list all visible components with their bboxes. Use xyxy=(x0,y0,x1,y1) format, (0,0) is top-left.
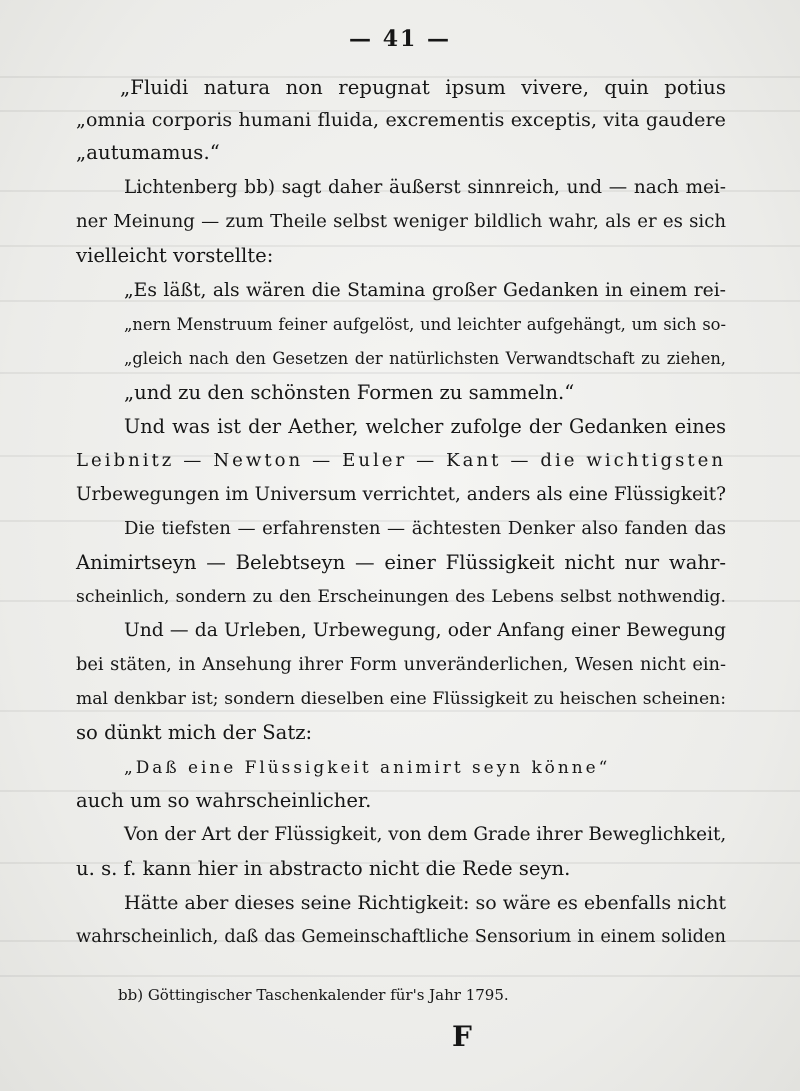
text-line-8: „nern Menstruum feiner aufgelöst, und leichter aufgehängt, um sich so- xyxy=(124,315,726,334)
text-line-15: Animirtseyn — Belebtseyn — einer Flüssigkeit nicht nur wahr- xyxy=(76,551,726,574)
text-line-1: „Fluidi natura non repugnat ipsum vivere, quin potius xyxy=(120,76,726,99)
signature-mark: F xyxy=(452,1020,472,1053)
text-line-19: mal denkbar ist; sondern dieselben eine Flüssigkeit zu heischen scheinen: xyxy=(76,689,726,709)
text-line-16: scheinlich, sondern zu den Erscheinungen des Lebens selbst nothwendig. xyxy=(76,587,726,607)
text-line-10: „und zu den schönsten Formen zu sammeln.“ xyxy=(124,381,575,404)
text-line-22: auch um so wahrscheinlicher. xyxy=(76,789,372,812)
text-line-4: Lichtenberg bb) sagt daher äußerst sinnreich, und — nach mei- xyxy=(124,177,726,198)
page-number: — 41 — xyxy=(349,26,451,52)
text-line-17: Und — da Urleben, Urbewegung, oder Anfang einer Bewegung xyxy=(124,620,726,641)
quoted-proposition: „Daß eine Flüssigkeit animirt seyn könne“ xyxy=(124,757,611,777)
text-line-18: bei stäten, in Ansehung ihrer Form unveränderlichen, Wesen nicht ein- xyxy=(76,654,726,675)
text-line-12: Leibnitz — Newton — Euler — Kant — die wichtigsten xyxy=(76,450,726,471)
text-line-13: Urbewegungen im Universum verrichtet, anders als eine Flüssigkeit? xyxy=(76,484,726,505)
text-line-6: vielleicht vorstellte: xyxy=(76,244,274,267)
text-line-24: u. s. f. kann hier in abstracto nicht die Rede seyn. xyxy=(76,857,571,880)
text-line-5: ner Meinung — zum Theile selbst weniger bildlich wahr, als er es sich xyxy=(76,211,726,232)
text-line-26: wahrscheinlich, daß das Gemeinschaftliche Sensorium in einem soliden xyxy=(76,926,726,947)
text-line-3: „autumamus.“ xyxy=(76,141,220,164)
footnote: bb) Göttingischer Taschenkalender für's Jahr 1795. xyxy=(118,986,509,1004)
text-line-20: so dünkt mich der Satz: xyxy=(76,721,313,744)
text-line-11: Und was ist der Aether, welcher zufolge der Gedanken eines xyxy=(124,415,726,438)
text-line-14: Die tiefsten — erfahrensten — ächtesten Denker also fanden das xyxy=(124,518,726,539)
text-line-23: Von der Art der Flüssigkeit, von dem Grade ihrer Beweglichkeit, xyxy=(124,824,727,845)
text-line-9: „gleich nach den Gesetzen der natürlichsten Verwandtschaft zu ziehen, xyxy=(124,349,726,368)
text-line-25: Hätte aber dieses seine Richtigkeit: so wäre es ebenfalls nicht xyxy=(124,892,726,914)
text-line-7: „Es läßt, als wären die Stamina großer Gedanken in einem rei- xyxy=(124,280,726,301)
text-line-2: „omnia corporis humani fluida, excrementis exceptis, vita gaudere xyxy=(76,109,726,131)
